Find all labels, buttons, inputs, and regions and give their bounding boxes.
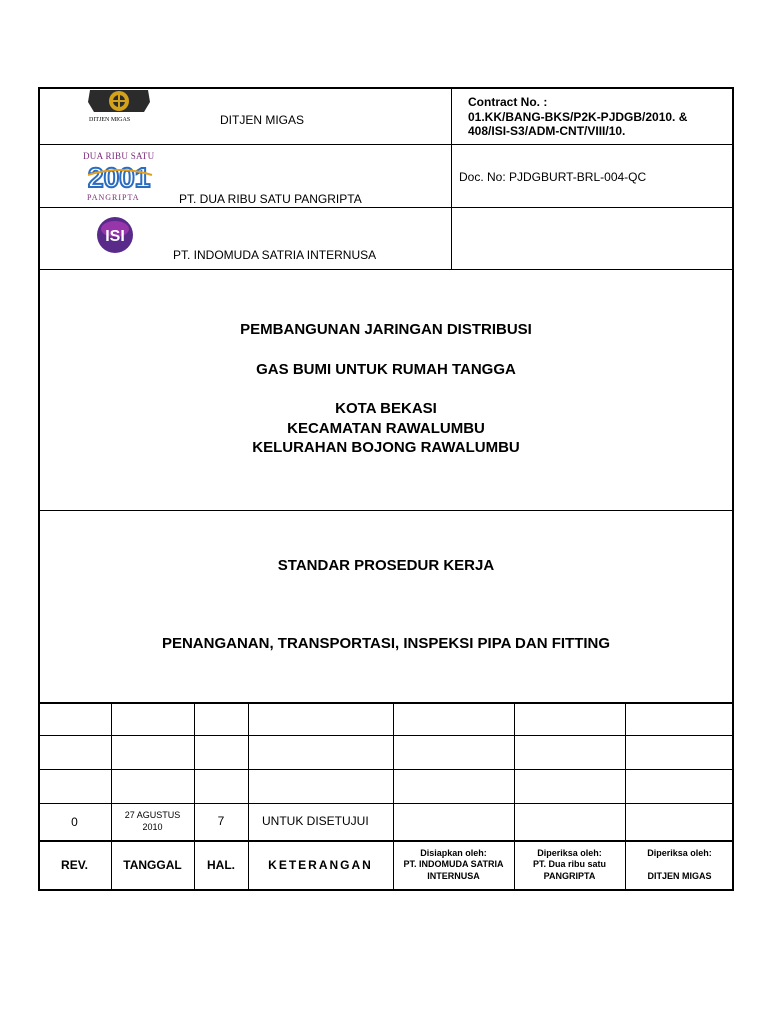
company-dua-ribu-satu-pangripta: PT. DUA RIBU SATU PANGRIPTA (179, 192, 362, 206)
title-line2: GAS BUMI UNTUK RUMAH TANGGA (256, 361, 516, 378)
revision-col-6 (625, 702, 626, 891)
checked-by-2-value: DITJEN MIGAS (647, 871, 712, 881)
header-divider-2 (38, 207, 734, 208)
checked-by-2-label: Diperiksa oleh: (647, 848, 712, 858)
revision-remark-value: UNTUK DISETUJUI (262, 814, 369, 828)
prepared-by-label: Disiapkan oleh: (420, 848, 487, 858)
header-divider-3 (38, 269, 734, 270)
revision-rev-value: 0 (71, 815, 78, 829)
contract-label: Contract No. : (468, 95, 548, 109)
pangripta-logo-top-text: DUA RIBU SATU (83, 151, 155, 161)
revision-row-line-3 (38, 803, 734, 804)
subtitle-line1: STANDAR PROSEDUR KERJA (277, 557, 495, 574)
title-line4: KECAMATAN RAWALUMBU (287, 420, 485, 437)
company-indomuda-satria-internusa: PT. INDOMUDA SATRIA INTERNUSA (173, 248, 377, 262)
prepared-by-line2: INTERNUSA (427, 871, 480, 881)
revision-header-top (38, 840, 734, 842)
header-divider-1 (38, 144, 734, 145)
header-page: HAL. (207, 858, 235, 872)
svg-text:ISI: ISI (105, 228, 125, 245)
pangripta-logo (84, 161, 156, 191)
revision-date-line1: 27 AGUSTUS (124, 810, 181, 820)
contract-number-line1: 01.KK/BANG-BKS/P2K-PJDGB/2010. & (468, 110, 688, 124)
ditjen-migas-logo-caption: DITJEN MIGAS (89, 117, 131, 123)
doc-number: Doc. No: PJDGBURT-BRL-004-QC (459, 170, 647, 184)
svg-text:2001: 2001 (88, 162, 151, 191)
header-remark: KETERANGAN (268, 858, 373, 872)
header-vertical-divider (451, 87, 452, 269)
subtitle-line2: PENANGANAN, TRANSPORTASI, INSPEKSI PIPA DAN FITTING (161, 635, 611, 652)
title-line1: PEMBANGUNAN JARINGAN DISTRIBUSI (240, 321, 532, 338)
prepared-by-line1: PT. INDOMUDA SATRIA (403, 859, 504, 869)
org-name-ditjen-migas: DITJEN MIGAS (220, 113, 305, 127)
title-line5: KELURAHAN BOJONG RAWALUMBU (252, 439, 520, 456)
title-line3: KOTA BEKASI (335, 400, 437, 417)
header-rev: REV. (61, 858, 88, 872)
checked-by-label: Diperiksa oleh: (537, 848, 602, 858)
checked-by-line2: PANGRIPTA (543, 871, 596, 881)
ditjen-migas-logo (82, 88, 156, 118)
title-divider (38, 510, 734, 511)
revision-row-line-2 (38, 769, 734, 770)
revision-page-value: 7 (217, 814, 225, 828)
pangripta-logo-bottom-text: PANGRIPTA (87, 193, 140, 202)
checked-by-line1: PT. Dua ribu satu (532, 859, 606, 869)
revision-date-line2: 2010 (142, 822, 163, 832)
revision-table-top (38, 702, 734, 704)
contract-number-line2: 408/ISI-S3/ADM-CNT/VIII/10. (468, 124, 626, 138)
header-date: TANGGAL (123, 858, 182, 872)
indomuda-logo (93, 215, 137, 255)
revision-row-line-1 (38, 735, 734, 736)
